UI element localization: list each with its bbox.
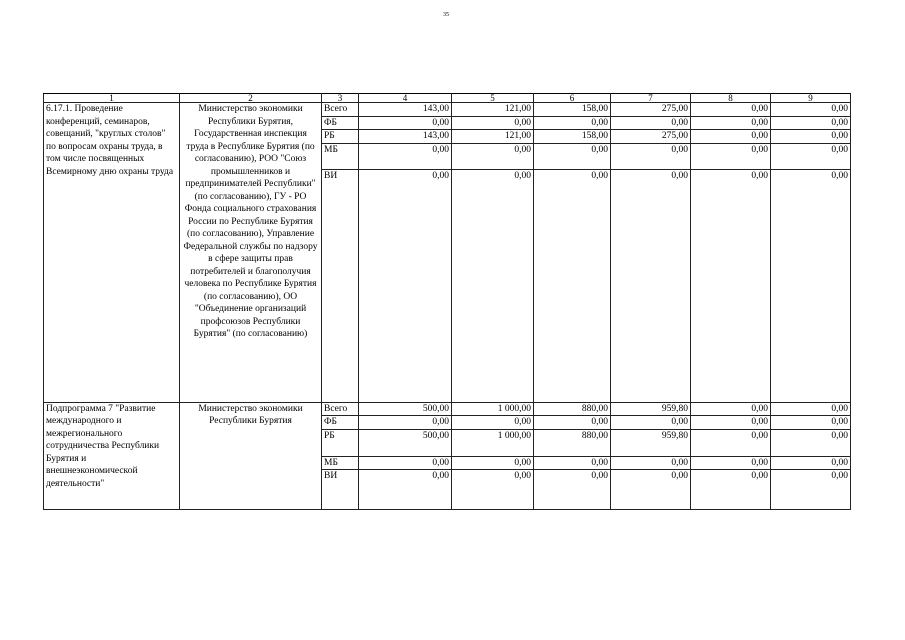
source-label: ВИ: [322, 169, 359, 402]
value-cell: 0,00: [534, 456, 611, 470]
value-cell: 0,00: [691, 456, 771, 470]
source-label: ВИ: [322, 470, 359, 510]
value-cell: 0,00: [611, 116, 691, 130]
table-row: [44, 103, 851, 117]
col-header: 3: [322, 94, 359, 103]
value-cell: 1 000,00: [452, 402, 534, 416]
source-label: МБ: [322, 143, 359, 169]
source-label: Всего: [322, 103, 359, 117]
value-cell: 0,00: [691, 402, 771, 416]
value-cell: 143,00: [359, 130, 452, 144]
value-cell: 275,00: [611, 103, 691, 117]
value-cell: 0,00: [359, 456, 452, 470]
col-header: 5: [452, 94, 534, 103]
value-cell: 0,00: [771, 456, 851, 470]
source-label: ФБ: [322, 416, 359, 430]
value-cell: 158,00: [534, 130, 611, 144]
value-cell: 0,00: [534, 116, 611, 130]
value-cell: 0,00: [359, 169, 452, 402]
col-header: 8: [691, 94, 771, 103]
value-cell: 0,00: [452, 470, 534, 510]
value-cell: 1 000,00: [452, 429, 534, 456]
value-cell: 0,00: [611, 143, 691, 169]
value-cell: 0,00: [771, 143, 851, 169]
source-label: МБ: [322, 456, 359, 470]
col-header: 4: [359, 94, 452, 103]
value-cell: 0,00: [771, 116, 851, 130]
value-cell: 0,00: [771, 470, 851, 510]
value-cell: 0,00: [691, 169, 771, 402]
source-label: РБ: [322, 130, 359, 144]
value-cell: 0,00: [691, 416, 771, 430]
value-cell: 0,00: [771, 169, 851, 402]
value-cell: 0,00: [452, 143, 534, 169]
value-cell: 0,00: [359, 416, 452, 430]
value-cell: 0,00: [534, 169, 611, 402]
value-cell: 0,00: [611, 470, 691, 510]
value-cell: 275,00: [611, 130, 691, 144]
value-cell: 0,00: [611, 416, 691, 430]
source-label: ФБ: [322, 116, 359, 130]
col-header: 7: [611, 94, 691, 103]
value-cell: 0,00: [691, 429, 771, 456]
executor: Министерство экономики Республики Бурятия, Государственная инспекция труда в Республике Бурятия (по согласованию), РОО "Союз промышленников и предпринимателей Республики" (по согласованию), ГУ - РО Фонда социального страхования России по Республике Бурятия (по согласованию), Управление Федеральной службы по надзору в сфере защиты прав потребителей и благополучия человека по Республике Бурятия (по согласованию), ОО "Объединение организаций профсоюзов Республики Бурятия" (по согласованию): [180, 103, 322, 403]
value-cell: 0,00: [359, 116, 452, 130]
value-cell: 121,00: [452, 130, 534, 144]
budget-table: [43, 93, 851, 510]
page-number: 35: [443, 12, 449, 18]
col-header: 6: [534, 94, 611, 103]
value-cell: 0,00: [691, 143, 771, 169]
source-label: РБ: [322, 429, 359, 456]
value-cell: 500,00: [359, 402, 452, 416]
value-cell: 0,00: [691, 116, 771, 130]
value-cell: 0,00: [771, 429, 851, 456]
value-cell: 0,00: [534, 416, 611, 430]
value-cell: 0,00: [534, 143, 611, 169]
column-number-row: [44, 94, 851, 103]
col-header: 2: [180, 94, 322, 103]
value-cell: 158,00: [534, 103, 611, 117]
value-cell: 0,00: [771, 402, 851, 416]
value-cell: 0,00: [611, 169, 691, 402]
value-cell: 959,80: [611, 402, 691, 416]
value-cell: 121,00: [452, 103, 534, 117]
executor: Министерство экономики Республики Бурятия: [180, 402, 322, 510]
table-row: [44, 402, 851, 416]
event-name: 6.17.1. Проведение конференций, семинаров, совещаний, "круглых столов" по вопросам охраны труда, в том числе посвященных Всемирному дню охраны труда: [44, 103, 180, 403]
col-header: 9: [771, 94, 851, 103]
value-cell: 0,00: [771, 416, 851, 430]
value-cell: 0,00: [611, 456, 691, 470]
value-cell: 0,00: [534, 470, 611, 510]
value-cell: 0,00: [359, 470, 452, 510]
col-header: 1: [44, 94, 180, 103]
value-cell: 0,00: [691, 470, 771, 510]
value-cell: 0,00: [452, 116, 534, 130]
value-cell: 0,00: [359, 143, 452, 169]
subprogram-name: Подпрограмма 7 "Развитие международного и межрегионального сотрудничества Республики Бурятия и внешнеэкономической деятельности": [44, 402, 180, 510]
source-label: Всего: [322, 402, 359, 416]
value-cell: 0,00: [452, 416, 534, 430]
value-cell: 0,00: [452, 456, 534, 470]
value-cell: 0,00: [691, 103, 771, 117]
value-cell: 880,00: [534, 402, 611, 416]
value-cell: 959,80: [611, 429, 691, 456]
value-cell: 500,00: [359, 429, 452, 456]
value-cell: 143,00: [359, 103, 452, 117]
value-cell: 0,00: [771, 130, 851, 144]
value-cell: 880,00: [534, 429, 611, 456]
value-cell: 0,00: [691, 130, 771, 144]
value-cell: 0,00: [452, 169, 534, 402]
value-cell: 0,00: [771, 103, 851, 117]
